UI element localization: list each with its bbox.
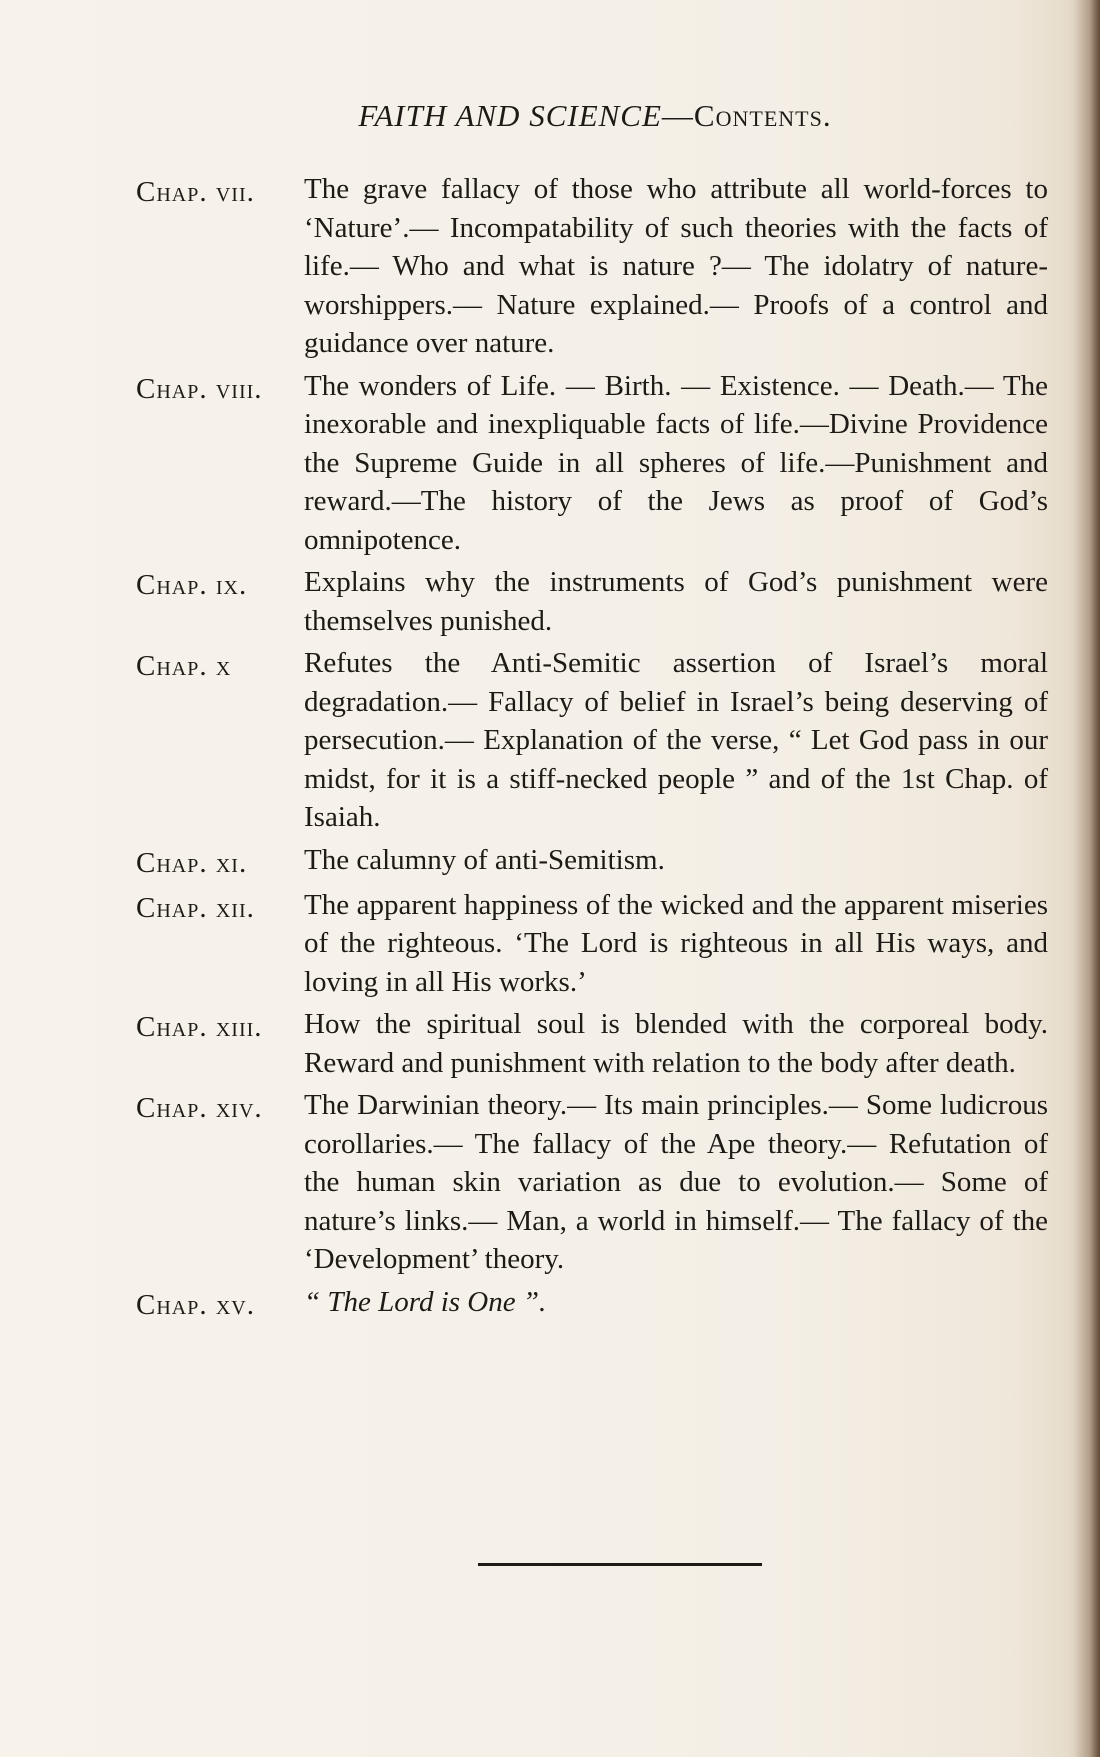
toc-entry-xii — [136, 886, 1056, 1002]
chapter-label: Chap. xiii. — [136, 1011, 263, 1043]
chapter-summary: “ The Lord is One ”. — [304, 1285, 547, 1318]
chapter-summary: The Darwinian theory.— Its main principles.— Some ludicrous corollaries.— The fallacy of the Ape theory.— Refutation of the human skin variation as due to evolution.— Some of nature’s links.— Man, a world in himself.— The fallacy of the ‘Development’ theory. — [304, 1089, 1048, 1275]
chapter-summary: The calumny of anti-Semitism. — [304, 843, 665, 876]
end-rule-divider — [478, 1563, 762, 1566]
running-header — [0, 98, 1100, 134]
chapter-label: Chap. ix. — [136, 569, 248, 601]
chapter-summary: The apparent happiness of the wicked and the apparent miseries of the righteous. ‘The Lord is righteous in all His ways, and loving in all His works.’ — [304, 888, 1048, 998]
toc-entry-xiv — [136, 1086, 1056, 1279]
chapter-summary: Explains why the instruments of God’s punishment were themselves punished. — [304, 566, 1048, 637]
toc-entry-xi — [136, 841, 1056, 882]
chapter-summary: How the spiritual soul is blended with the corporeal body. Reward and punishment with relation to the body after death. — [304, 1008, 1048, 1079]
contents-label: Contents. — [693, 98, 832, 133]
chapter-label: Chap. xv. — [136, 1288, 255, 1321]
spine-shadow — [1074, 0, 1100, 1757]
header-dash: — — [661, 98, 694, 133]
chapter-label: Chap. viii. — [136, 372, 263, 405]
toc-entry-viii — [136, 367, 1056, 560]
book-title: FAITH AND SCIENCE — [358, 98, 662, 133]
table-of-contents — [136, 170, 1056, 1328]
toc-entry-vii — [136, 170, 1056, 363]
chapter-summary: The grave fallacy of those who attribute all world-forces to ‘Nature’.— Incompatability of such theories with the facts of life.— Who and what is nature ?— The idolatry of nature-worshippers.— Nature explained.— Proofs of a control and guidance over nature. — [304, 173, 1048, 359]
chapter-label: Chap. vii. — [136, 176, 255, 208]
toc-entry-xv — [136, 1283, 1056, 1324]
toc-entry-x — [136, 644, 1056, 837]
chapter-summary: Refutes the Anti-Semitic assertion of Israel’s moral degradation.— Fallacy of belief in Israel’s being deserving of persecution.— Explanation of the verse, “ Let God pass in our midst, for it is a stiff-necked people ” and of the 1st Chap. of Isaiah. — [304, 647, 1048, 833]
chapter-label: Chap. xi. — [136, 846, 248, 879]
toc-entry-ix — [136, 563, 1056, 640]
chapter-summary: The wonders of Life. — Birth. — Existence. — Death.— The inexorable and inexpliquable facts of life.—Divine Providence the Supreme Guide in all spheres of life.—Punishment and reward.—The history of the Jews as proof of God’s omnipotence. — [304, 369, 1048, 556]
chapter-label: Chap. xiv. — [136, 1092, 263, 1124]
chapter-label: Chap. xii. — [136, 891, 255, 924]
toc-entry-xiii — [136, 1005, 1056, 1082]
chapter-label: Chap. x — [136, 650, 232, 682]
